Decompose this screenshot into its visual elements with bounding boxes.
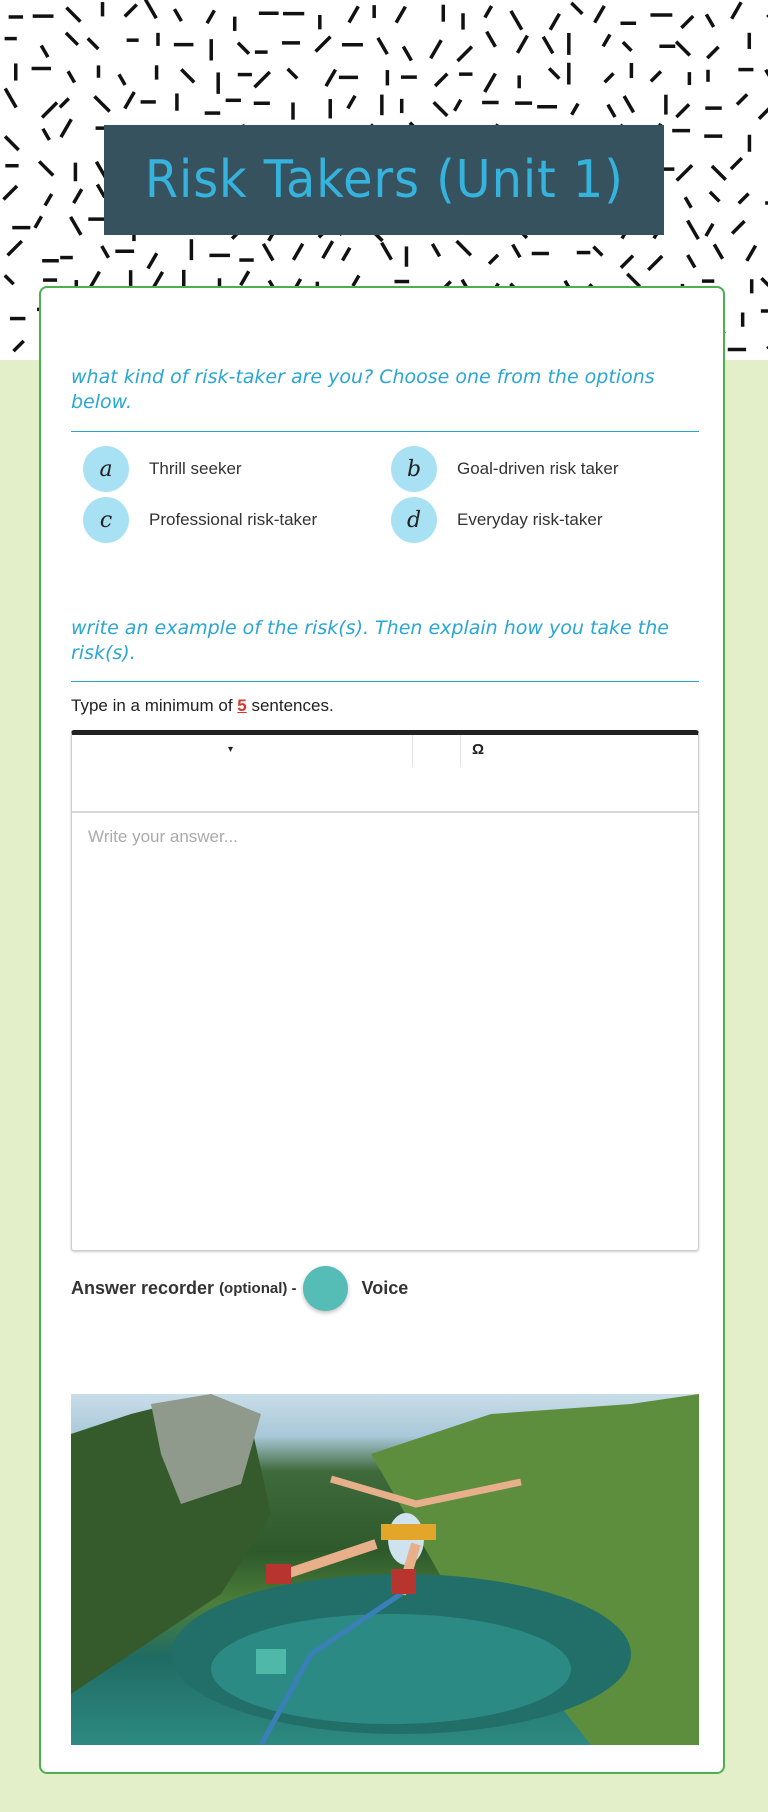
option-label: Goal-driven risk taker [457,459,619,478]
page-title: Risk Takers (Unit 1) [144,150,624,210]
pattern-dash [241,271,249,285]
pattern-dash [254,72,269,87]
voice-label: Voice [361,1278,409,1298]
pattern-dash [571,3,582,14]
pattern-dash [543,37,553,54]
answer-recorder [71,1266,408,1311]
pattern-dash [42,103,57,118]
pattern-dash [119,74,125,85]
title-banner [104,125,664,235]
option-letter-bubble: c [83,497,129,543]
instruction-prefix: Type in a minimum of [71,696,238,715]
pattern-dash [148,253,157,268]
pattern-dash [605,73,614,82]
pattern-dash [677,165,692,180]
pattern-dash [3,186,16,199]
pattern-dash [68,71,75,82]
pattern-dash [485,6,492,18]
pattern-dash [431,40,442,58]
pattern-dash [595,6,605,23]
pattern-dash [14,341,24,351]
pattern-dash [731,158,742,169]
pattern-dash [43,129,49,140]
pattern-dash [706,224,713,236]
pattern-dash [624,96,633,112]
pattern-dash [403,46,411,60]
pattern-dash [378,38,387,54]
question-2-prompt: write an example of the risk(s). Then explain how you take the risk(s). [71,617,669,664]
pattern-dash [45,194,52,206]
pattern-dash [39,161,53,175]
pattern-dash [747,246,756,261]
pattern-dash [712,166,726,180]
pattern-dash [181,69,194,82]
pattern-dash [71,217,81,235]
pattern-dash [627,274,640,287]
pattern-dash [5,275,14,284]
pattern-dash [487,32,496,47]
pattern-dash [517,36,527,53]
pattern-dash [382,243,392,260]
worksheet-card [39,286,725,1774]
pattern-dash [174,9,181,21]
instruction-suffix: sentences. [246,696,334,715]
pattern-dash [348,96,355,109]
pattern-dash [432,244,439,256]
pattern-dash [489,255,498,264]
pattern-dash [623,42,632,51]
pattern-dash [688,255,695,268]
option-label: Thrill seeker [149,459,242,478]
pattern-dash [732,221,744,233]
pattern-dash [349,6,358,22]
pattern-dash [676,104,689,117]
pattern-dash [35,216,42,227]
option-letter-bubble: d [391,497,437,543]
special-character-icon[interactable]: Ω [472,741,485,758]
toolbar-separator [460,735,461,767]
pattern-dash [323,241,333,258]
pattern-dash [457,241,471,255]
recorder-optional: (optional) - [219,1280,297,1297]
option-d[interactable] [391,497,602,543]
sentence-count: 5 [237,696,247,715]
pattern-dash [739,194,749,204]
pattern-dash [511,11,522,30]
pattern-dash [435,74,447,86]
option-letter-bubble: a [83,446,129,492]
pattern-dash [396,7,405,23]
pattern-dash [88,38,99,49]
pattern-dash [326,70,336,87]
pattern-dash [94,96,109,111]
pattern-dash [710,192,720,202]
pattern-dash [603,35,610,47]
pattern-dash [608,105,615,117]
option-c[interactable] [83,497,317,543]
pattern-dash [434,102,448,116]
record-voice-button[interactable] [303,1266,348,1311]
pattern-dash [316,37,331,52]
divider [71,431,699,432]
pattern-dash [125,92,135,109]
pattern-dash [706,14,713,27]
pattern-dash [288,69,298,79]
pattern-dash [102,246,109,258]
pattern-dash [41,45,48,57]
pattern-dash [651,71,661,81]
pattern-dash [648,256,662,270]
pattern-dash [66,33,78,45]
pattern-dash [454,100,460,111]
pattern-dash [621,256,633,268]
pattern-dash [549,68,559,78]
pattern-dash [513,244,520,257]
pattern-dash [5,136,19,150]
pattern-dash [61,119,71,137]
pattern-dash [293,244,302,260]
pattern-dash [485,74,496,92]
pattern-dash [66,8,80,22]
pattern-dash [761,278,768,291]
toolbar-separator [412,735,413,767]
pattern-dash [688,220,699,239]
pattern-dash [685,197,691,207]
pattern-dash [681,16,693,28]
pattern-dash [759,109,768,119]
pattern-dash [8,241,22,255]
pattern-dash [125,5,137,17]
pattern-dash [550,14,559,30]
format-dropdown-caret-icon[interactable]: ▾ [228,744,234,755]
option-letter-bubble: b [391,446,437,492]
editor-toolbar [72,735,698,813]
pattern-dash [732,2,741,18]
rich-text-editor [71,730,699,1251]
pattern-dash [238,43,249,54]
question-1-prompt: what kind of risk-taker are you? Choose one from the options below. [71,366,655,413]
recorder-label: Answer recorder [71,1278,215,1298]
pattern-dash [676,42,690,56]
pattern-dash [458,47,472,61]
option-b[interactable] [391,446,619,492]
pattern-dash [74,189,82,203]
option-label: Professional risk-taker [149,510,318,529]
pattern-dash [737,94,747,104]
pattern-dash [145,0,156,18]
option-label: Everyday risk-taker [457,510,603,529]
answer-input[interactable]: Write your answer... [88,827,238,846]
pattern-dash [572,104,578,115]
pattern-dash [5,89,16,108]
divider [71,681,699,682]
option-a[interactable] [83,446,242,492]
pattern-dash [207,10,214,23]
pattern-dash [353,275,359,286]
pattern-dash [707,47,718,58]
pattern-dash [342,248,349,261]
bungee-jump-photo [71,1394,699,1745]
pattern-dash [60,98,69,107]
pattern-dash [593,247,602,256]
pattern-dash [714,244,722,258]
pattern-dash [263,244,273,261]
instruction-text [71,696,334,716]
